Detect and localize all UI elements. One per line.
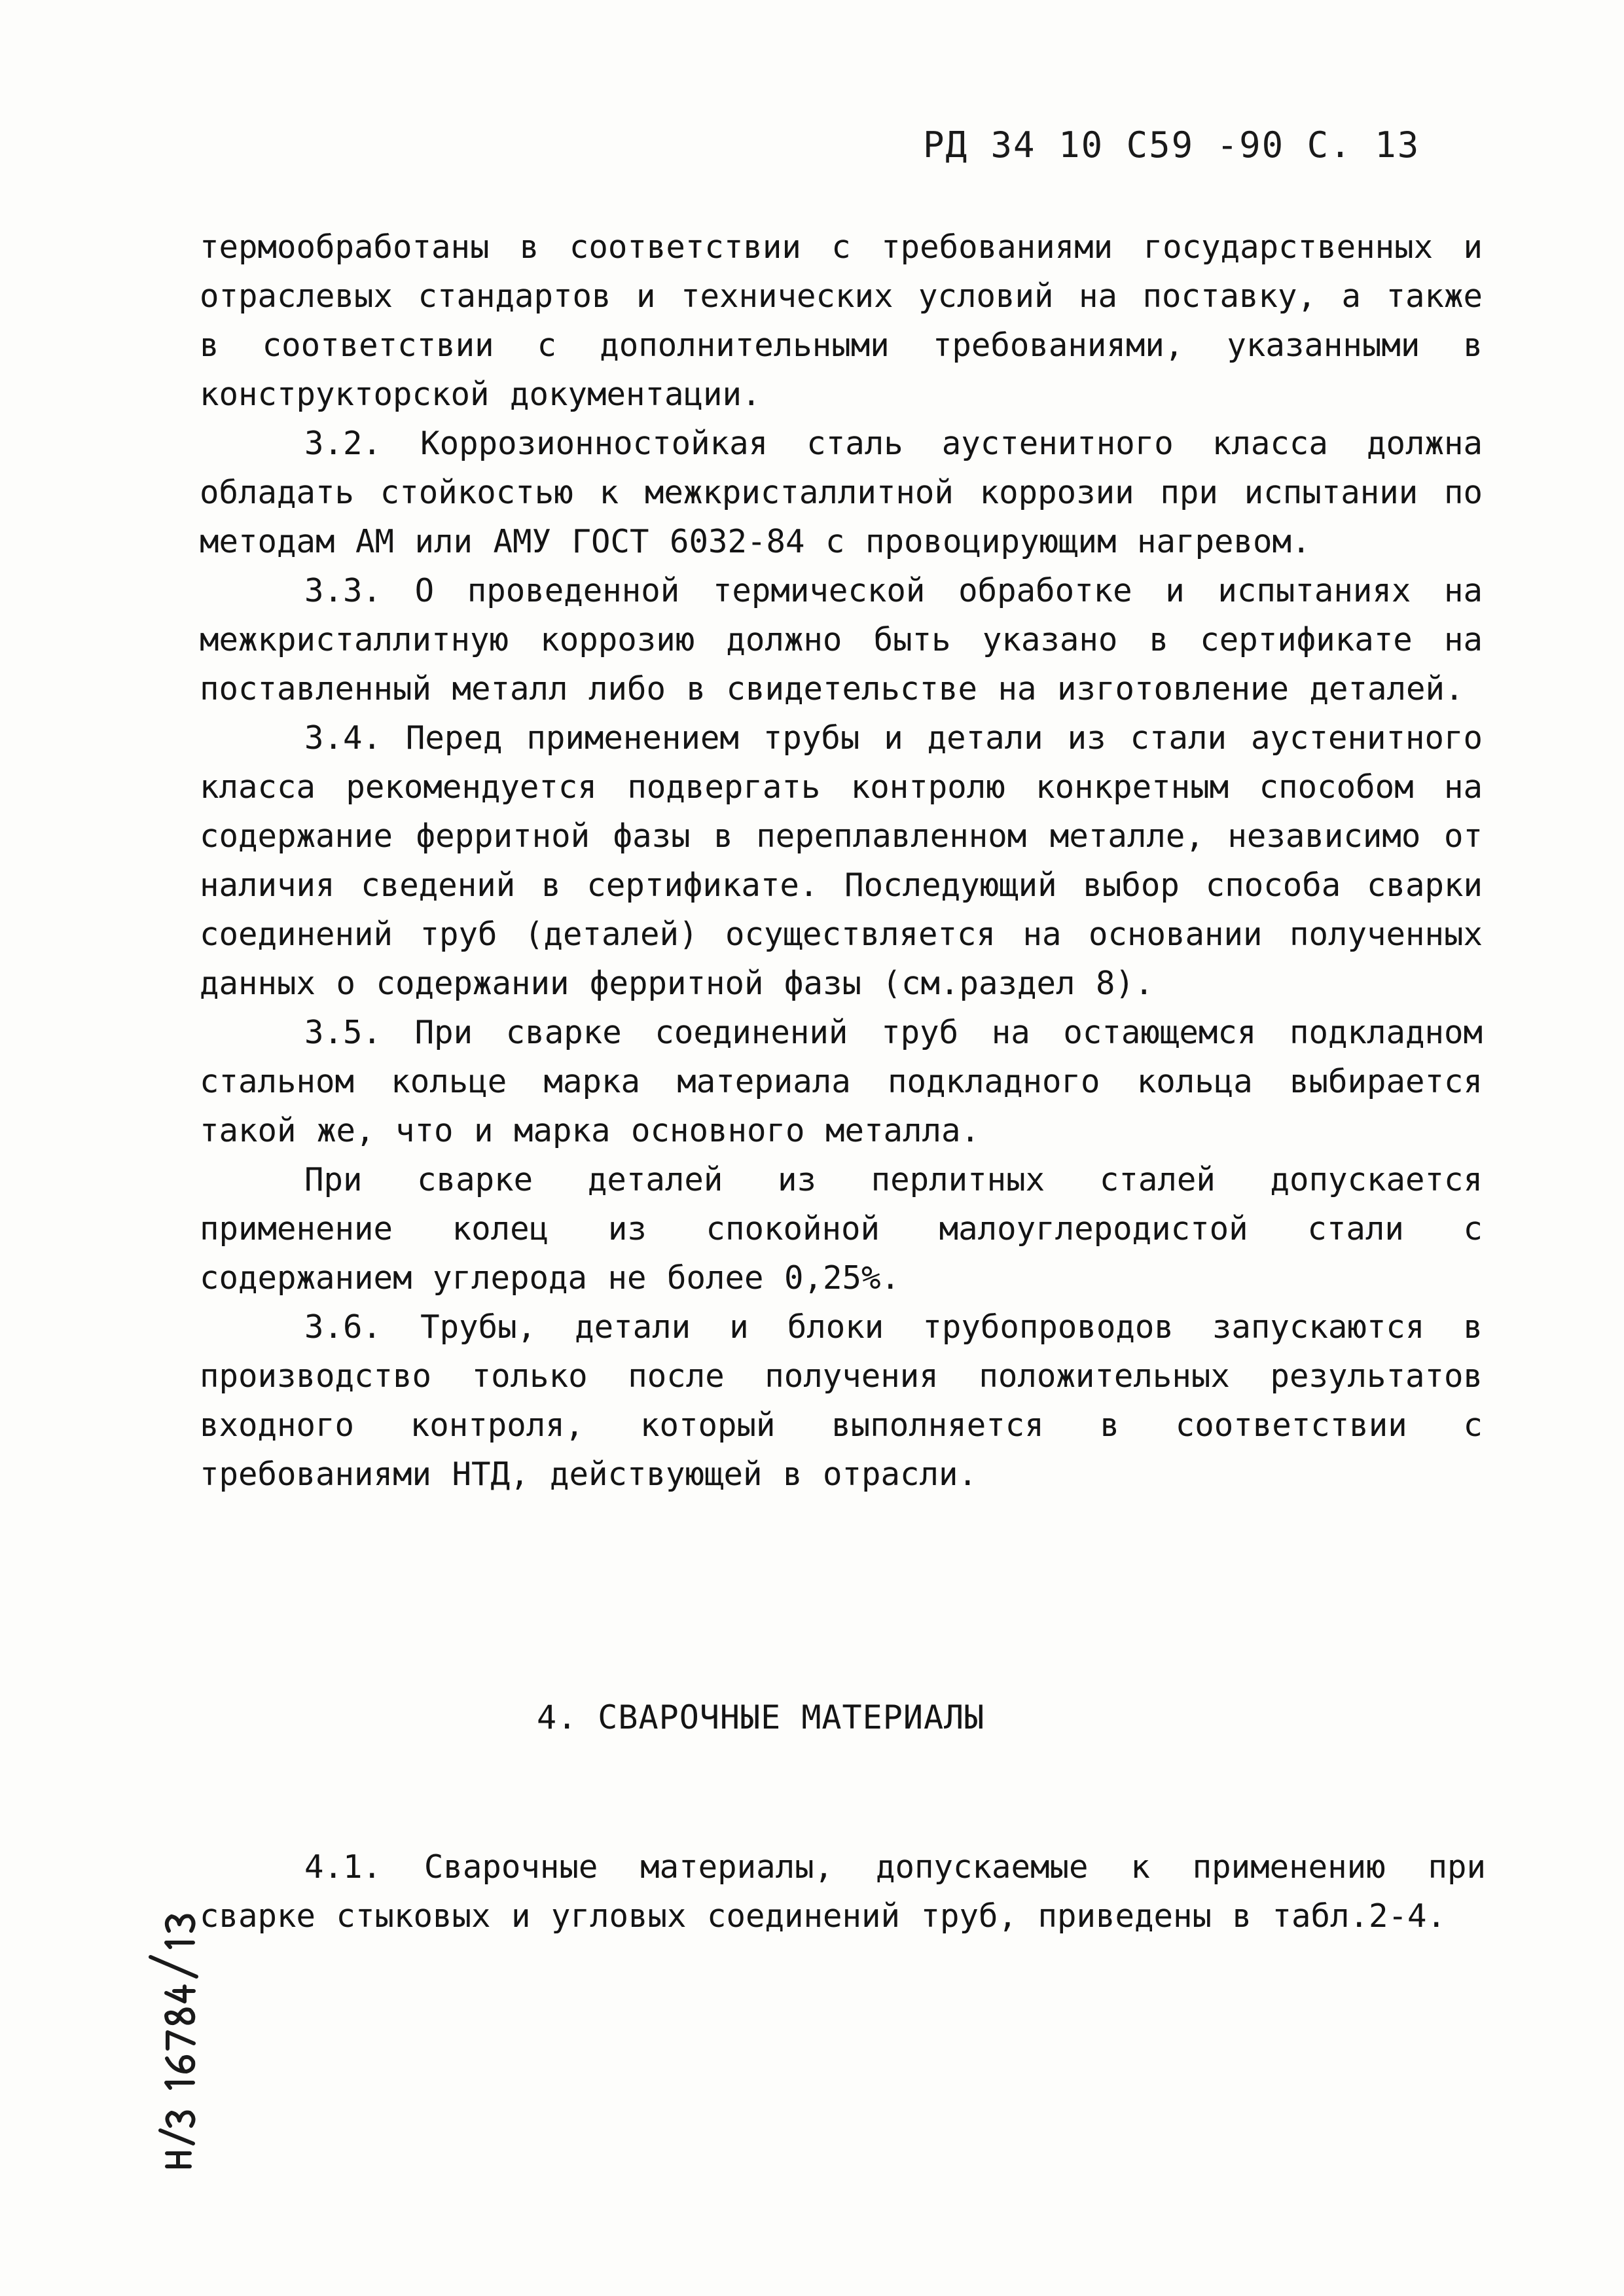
paragraph-4-1: 4.1. Сварочные материалы, допускаемые к применению при сварке стыковых и угловых соединений труб, приведены в табл.2-4. [200, 1848, 1486, 1935]
paragraph-3-4: 3.4. Перед применением трубы и детали из стали аустенитного класса рекомендуется подвергать контролю конкретным способом на содержание ферритной фазы в переплавленном металле, независимо от наличия сведений в сертификате. Последующий выбор способа сварки соединений труб (деталей) осуществляется на основании полученных данных о содержании ферритной фазы (см.раздел 8). [200, 719, 1483, 1002]
page-header: РД 34 10 С59 -90 С. 13 [923, 124, 1420, 166]
paragraph-3-2: 3.2. Коррозионностойкая сталь аустенитного класса должна обладать стойкостью к межкристаллитной коррозии при испытании по методам АМ или АМУ ГОСТ 6032-84 с провоцирующим нагревом. [200, 425, 1483, 560]
paragraph-3-5: 3.5. При сварке соединений труб на остающемся подкладном стальном кольце марка материала подкладного кольца выбирается такой же, что и марка основного металла. [200, 1014, 1483, 1149]
section-title: 4. СВАРОЧНЫЕ МАТЕРИАЛЫ [537, 1698, 985, 1736]
paragraph-intro: термообработаны в соответствии с требованиями государственных и отраслевых стандартов и технических условий на поставку, а также в соответствии с дополнительными требованиями, указанными в конструкторской документации. [200, 228, 1483, 413]
handwritten-note-graphic [65, 1820, 236, 2186]
handwritten-margin-note [65, 1820, 236, 2186]
paragraph-3-5-cont: При сварке деталей из перлитных сталей допускается применение колец из спокойной малоуглеродистой стали с содержанием углерода не более 0,25%. [200, 1161, 1483, 1297]
paragraph-3-6: 3.6. Трубы, детали и блоки трубопроводов запускаются в производство только после получения положительных результатов входного контроля, который выполняется в соответствии с требованиями НТД, действующей в отрасли. [200, 1308, 1483, 1493]
body-text [200, 223, 1483, 1499]
paragraph-3-3: 3.3. О проведенной термической обработке и испытаниях на межкристаллитную коррозию должно быть указано в сертификате на поставленный металл либо в свидетельстве на изготовление деталей. [200, 572, 1483, 708]
